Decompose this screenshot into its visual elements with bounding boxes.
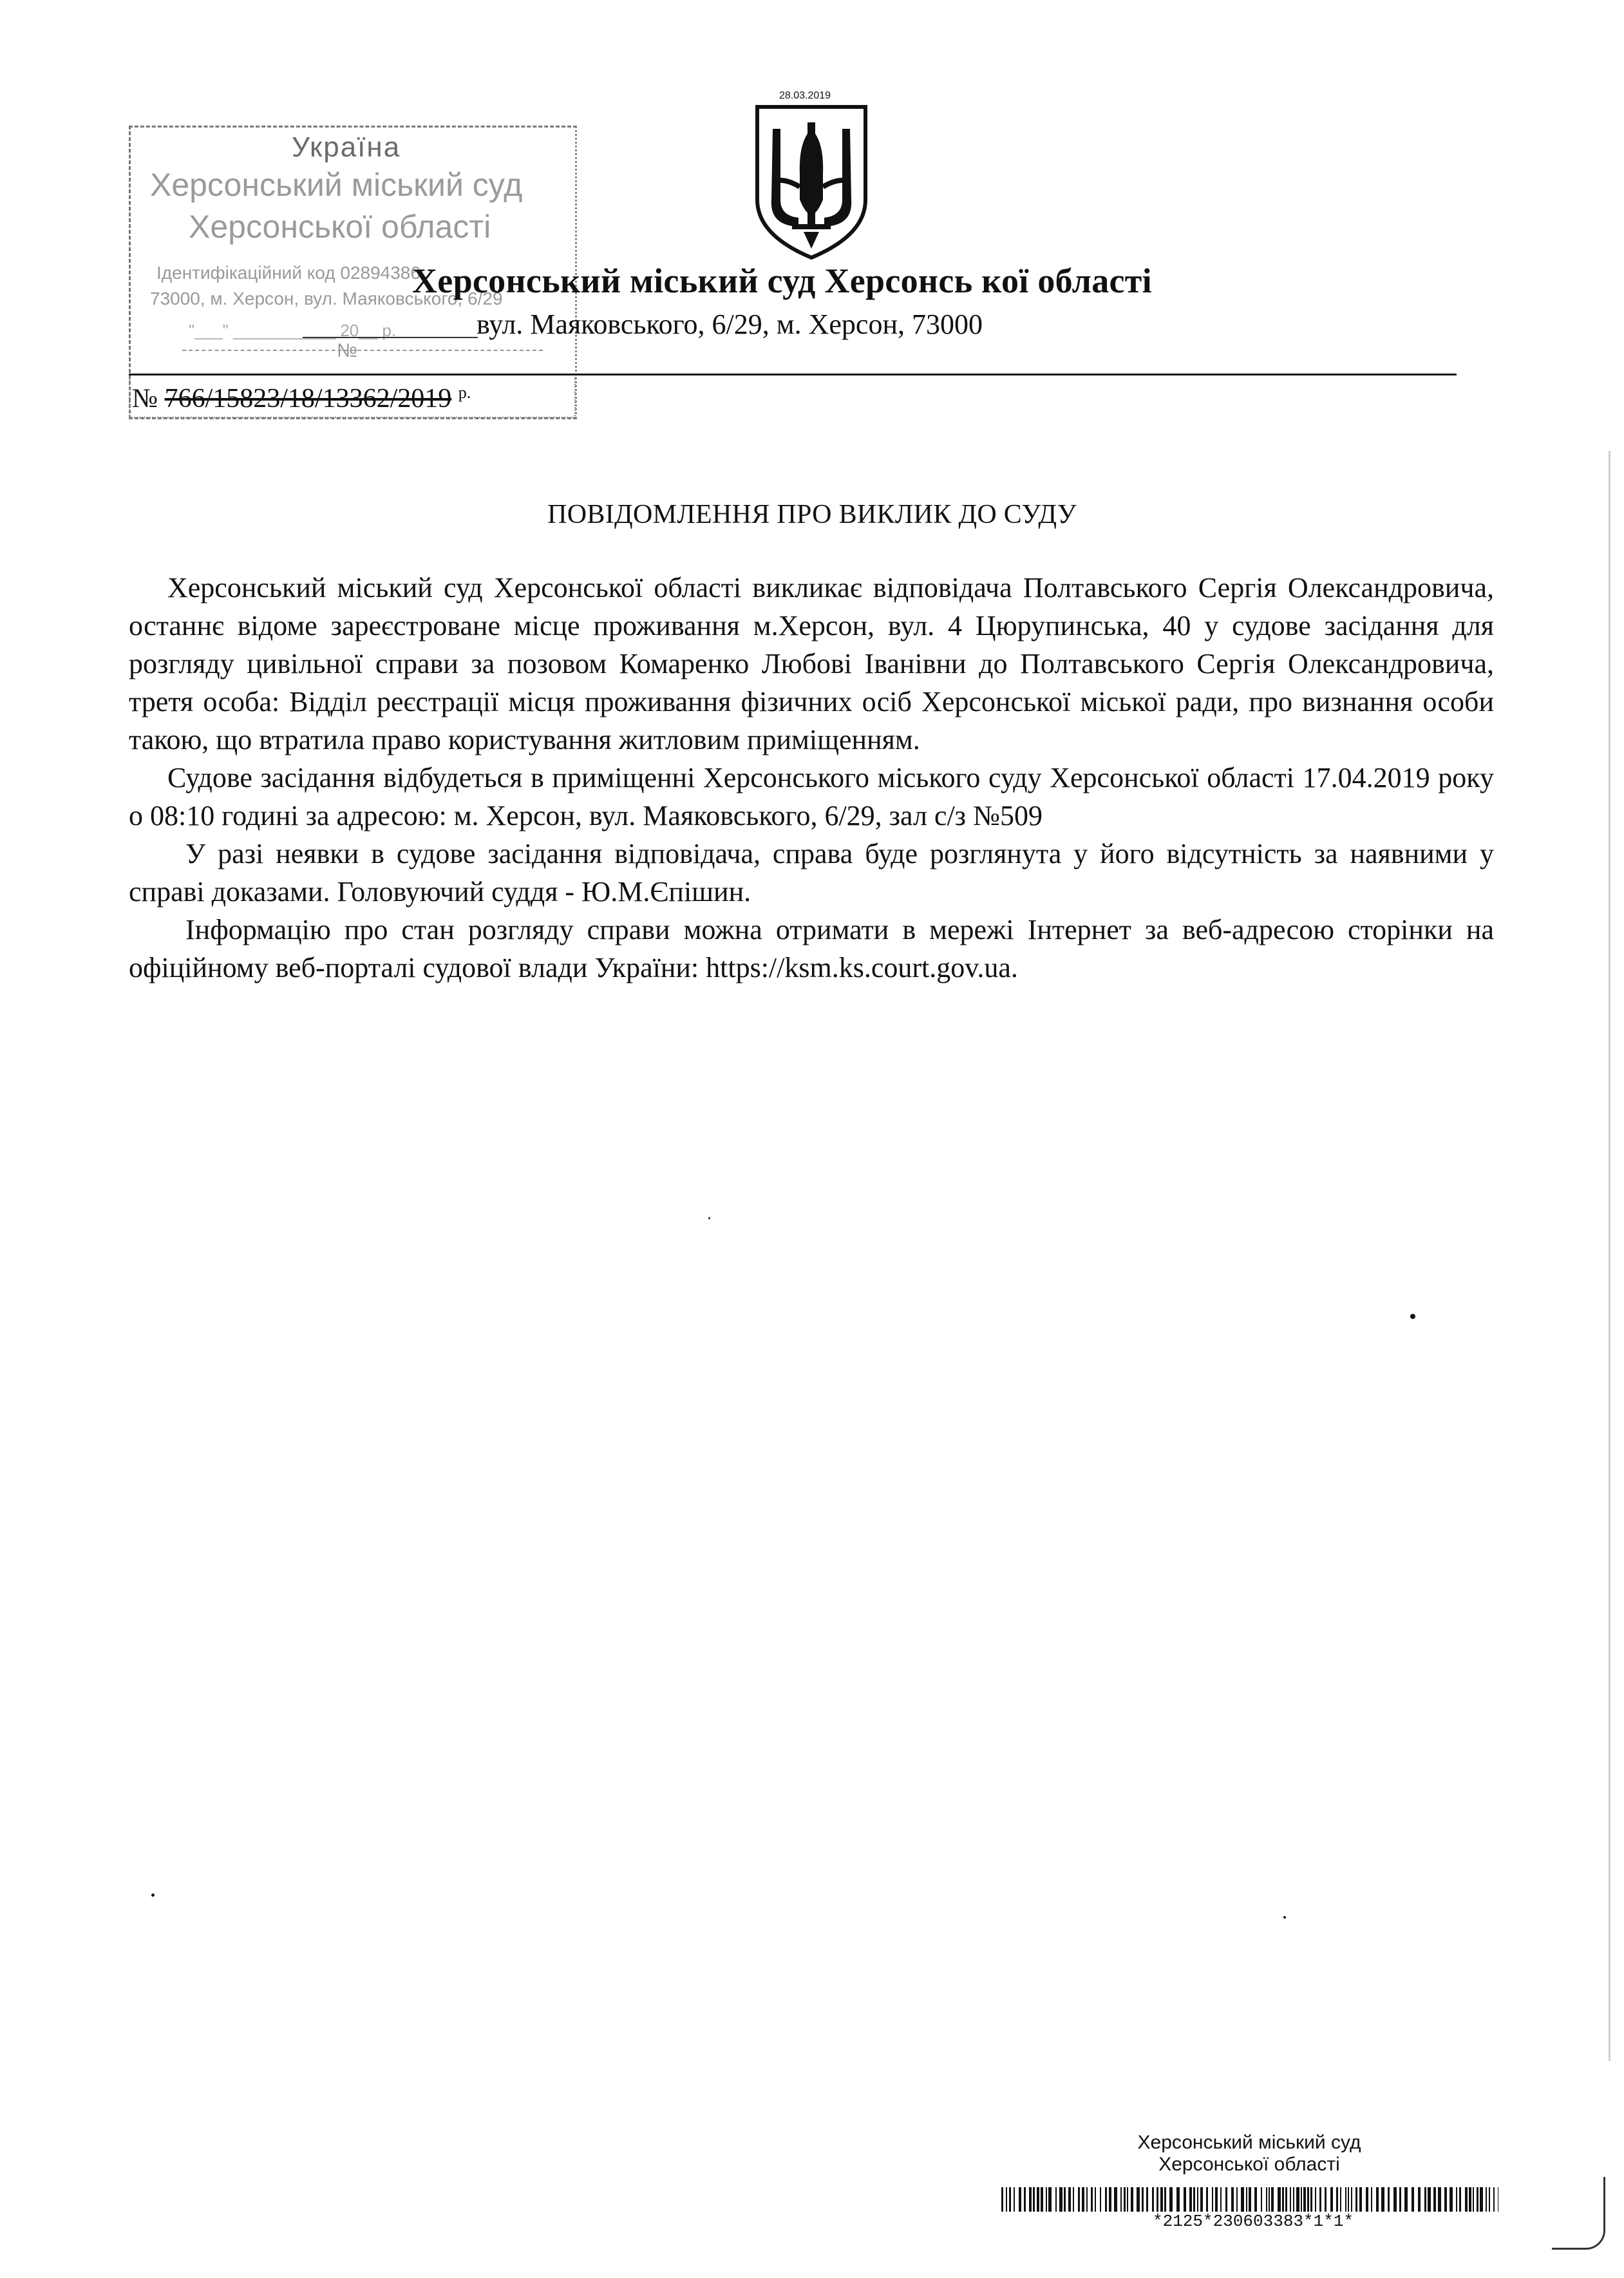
barcode-bar <box>1073 2187 1074 2212</box>
header-rule <box>129 374 1457 375</box>
barcode-bar <box>1310 2187 1312 2212</box>
barcode-bar <box>1124 2187 1126 2212</box>
barcode-bar <box>1176 2187 1180 2212</box>
barcode-bar <box>1064 2187 1066 2212</box>
scan-speck <box>1410 1314 1415 1319</box>
barcode-bar <box>1249 2187 1251 2212</box>
barcode-bar <box>1351 2187 1352 2212</box>
barcode-bar <box>1091 2187 1093 2212</box>
barcode-bar <box>1184 2187 1186 2212</box>
barcode-bar <box>1246 2187 1247 2212</box>
barcode-bar <box>1285 2187 1287 2212</box>
footer-court-name: Херсонський міський суд <box>1137 2132 1361 2153</box>
barcode-bar <box>1330 2187 1333 2212</box>
barcode-bar <box>1160 2187 1163 2212</box>
barcode-text: *2125*230603383*1*1* <box>1153 2212 1354 2226</box>
barcode-bar <box>1296 2187 1299 2212</box>
barcode-bar <box>1046 2187 1047 2212</box>
stamp-code-line: Ідентифікаційний код 02894386 <box>156 263 420 283</box>
stamp-region: Херсонської області <box>189 209 491 245</box>
barcode-bar <box>1465 2187 1468 2212</box>
barcode-bar <box>1412 2187 1414 2212</box>
barcode-bar <box>1348 2187 1349 2212</box>
barcode-bar <box>1477 2187 1478 2212</box>
barcode-bar <box>1215 2187 1218 2212</box>
barcode-bar <box>1290 2187 1291 2212</box>
barcode-bar <box>1438 2187 1441 2212</box>
barcode-bar <box>1469 2187 1471 2212</box>
barcode-bar <box>1033 2187 1035 2212</box>
barcode-bar <box>1014 2187 1015 2212</box>
barcode-bar <box>1271 2187 1274 2212</box>
stamp-divider <box>182 350 543 351</box>
barcode-bar <box>1068 2187 1071 2212</box>
barcode-bar <box>1114 2187 1117 2212</box>
case-number <box>132 383 471 414</box>
barcode <box>1001 2187 1498 2212</box>
barcode-bar <box>1486 2187 1487 2212</box>
barcode-bar <box>1127 2187 1128 2212</box>
barcode-bar <box>1100 2187 1101 2212</box>
barcode-bar <box>1456 2187 1457 2212</box>
stamp-country: Україна <box>292 131 401 163</box>
barcode-bar <box>1418 2187 1421 2212</box>
barcode-bar <box>1078 2187 1080 2212</box>
barcode-bar <box>1164 2187 1166 2212</box>
notice-paragraph-info: Інформацію про стан розгляду справи можна отримати в мережі Інтернет за веб-адресою сторінки на офіційному веб-порталі судової влади України: https://ksm.ks.court.gov.ua. <box>129 914 1494 983</box>
barcode-bar <box>1082 2187 1084 2212</box>
barcode-bar <box>1055 2187 1057 2212</box>
barcode-bar <box>1319 2187 1321 2212</box>
notice-paragraph-hearing: Судове засідання відбудеться в приміщенні Херсонського міського суду Херсонської області 17.04.2019 року о 08:10 годині за адресою: м. Херсон, вул. Маяковського, 6/29, зал с/з №509 <box>129 762 1494 831</box>
barcode-bar <box>1041 2187 1043 2212</box>
scan-speck <box>708 1217 710 1219</box>
barcode-bar <box>1307 2187 1309 2212</box>
barcode-bar <box>1359 2187 1362 2212</box>
barcode-bar <box>1388 2187 1390 2212</box>
barcode-bar <box>1086 2187 1088 2212</box>
barcode-bar <box>1006 2187 1007 2212</box>
case-number-suffix: р. <box>458 383 471 402</box>
barcode-bar <box>1303 2187 1306 2212</box>
barcode-bar <box>1146 2187 1148 2212</box>
barcode-bar <box>1424 2187 1426 2212</box>
barcode-bar <box>1142 2187 1144 2212</box>
barcode-bar <box>1157 2187 1158 2212</box>
barcode-bar <box>1449 2187 1453 2212</box>
barcode-bar <box>1197 2187 1198 2212</box>
barcode-bar <box>1371 2187 1372 2212</box>
notice-paragraph-summons: Херсонський міський суд Херсонської області викликає відповідача Полтавського Сергія Олександровича, останнє відоме зареєстроване місце проживання м.Херсон, вул. 4 Цюрупинська, 40 у судове засідання для розгляду цивільної справи за позовом Комаренко Любові Іванівни до Полтавського Сергія Олександровича, третя особа: Відділ реєстрації місця проживання фізичних осіб Херсонської міської ради, про визнання особи такою, що втратила право користування житловим приміщенням. <box>129 572 1494 755</box>
barcode-bar <box>1480 2187 1483 2212</box>
barcode-bar <box>1193 2187 1195 2212</box>
barcode-bar <box>1189 2187 1192 2212</box>
scan-speck <box>1283 1916 1286 1919</box>
barcode-bar <box>1137 2187 1140 2212</box>
barcode-bar <box>1009 2187 1011 2212</box>
barcode-bar <box>1293 2187 1294 2212</box>
barcode-bar <box>1059 2187 1062 2212</box>
barcode-bar <box>1278 2187 1281 2212</box>
barcode-bar <box>1489 2187 1490 2212</box>
barcode-bar <box>1212 2187 1213 2212</box>
trident-icon <box>753 103 869 261</box>
scan-speck <box>151 1894 155 1897</box>
barcode-bar <box>1345 2187 1346 2212</box>
barcode-bar <box>1105 2187 1107 2212</box>
notice-paragraph-absence: У разі неявки в судове засідання відповідача, справа буде розглянута у його відсутність за наявними у справі доказами. Головуючий суддя - Ю.М.Єпішин. <box>129 838 1494 907</box>
barcode-bar <box>1206 2187 1208 2212</box>
barcode-bar <box>1225 2187 1227 2212</box>
footer-court <box>1095 2132 1404 2176</box>
barcode-bar <box>1131 2187 1133 2212</box>
barcode-bar <box>1024 2187 1026 2212</box>
barcode-bar <box>1001 2187 1003 2212</box>
notice-body <box>129 569 1494 987</box>
barcode-bar <box>1231 2187 1234 2212</box>
stamp-number-label: № <box>337 340 358 361</box>
barcode-bar <box>1169 2187 1173 2212</box>
stamp-address-line: 73000, м. Херсон, вул. Маяковського, 6/29 <box>150 289 503 308</box>
barcode-bar <box>1261 2187 1262 2212</box>
barcode-bar <box>1241 2187 1244 2212</box>
barcode-bar <box>1254 2187 1257 2212</box>
barcode-bar <box>1399 2187 1401 2212</box>
scan-edge-line <box>1609 451 1610 2061</box>
barcode-bar <box>1037 2187 1039 2212</box>
barcode-bar <box>1019 2187 1021 2212</box>
notice-title: ПОВІДОМЛЕННЯ ПРО ВИКЛИК ДО СУДУ <box>547 500 1077 529</box>
barcode-bar <box>1109 2187 1111 2212</box>
barcode-bar <box>1282 2187 1284 2212</box>
stamp-date-line: "___" ___________ 20__ р. <box>189 321 397 340</box>
barcode-bar <box>1336 2187 1338 2212</box>
barcode-bar <box>1152 2187 1154 2212</box>
barcode-bar <box>1444 2187 1447 2212</box>
address-underline <box>303 337 478 338</box>
case-number-prefix: № <box>132 384 158 413</box>
barcode-bar <box>1404 2187 1408 2212</box>
barcode-bar <box>1220 2187 1222 2212</box>
barcode-bar <box>1120 2187 1122 2212</box>
barcode-bar <box>1366 2187 1368 2212</box>
barcode-bar <box>1428 2187 1431 2212</box>
court-address: вул. Маяковського, 6/29, м. Херсон, 73000 <box>477 308 983 340</box>
barcode-bar <box>1315 2187 1316 2212</box>
scan-edge-corner <box>1552 2177 1605 2250</box>
barcode-bar <box>1433 2187 1436 2212</box>
barcode-bar <box>1266 2187 1267 2212</box>
emblem-date: 28.03.2019 <box>779 90 831 101</box>
barcode-bar <box>1493 2187 1495 2212</box>
barcode-bar <box>1473 2187 1474 2212</box>
barcode-bar <box>1048 2187 1052 2212</box>
barcode-bar <box>1459 2187 1461 2212</box>
barcode-bar <box>1301 2187 1302 2212</box>
barcode-bar <box>1376 2187 1379 2212</box>
barcode-bar <box>1381 2187 1384 2212</box>
barcode-bar <box>1029 2187 1032 2212</box>
barcode-bar <box>1393 2187 1397 2212</box>
barcode-bar <box>1340 2187 1341 2212</box>
barcode-bar <box>1355 2187 1357 2212</box>
court-title: Херсонський міський суд Херсонсь кої області <box>412 261 1152 300</box>
barcode-bar <box>1325 2187 1327 2212</box>
footer-court-region: Херсонської області <box>1158 2154 1340 2175</box>
barcode-bar <box>1236 2187 1238 2212</box>
barcode-bar <box>1200 2187 1203 2212</box>
barcode-bar <box>1095 2187 1096 2212</box>
case-number-value: 766/15823/18/13362/2019 <box>164 384 452 413</box>
stamp-court-name: Херсонський міський суд <box>150 167 523 203</box>
barcode-bar <box>1269 2187 1270 2212</box>
